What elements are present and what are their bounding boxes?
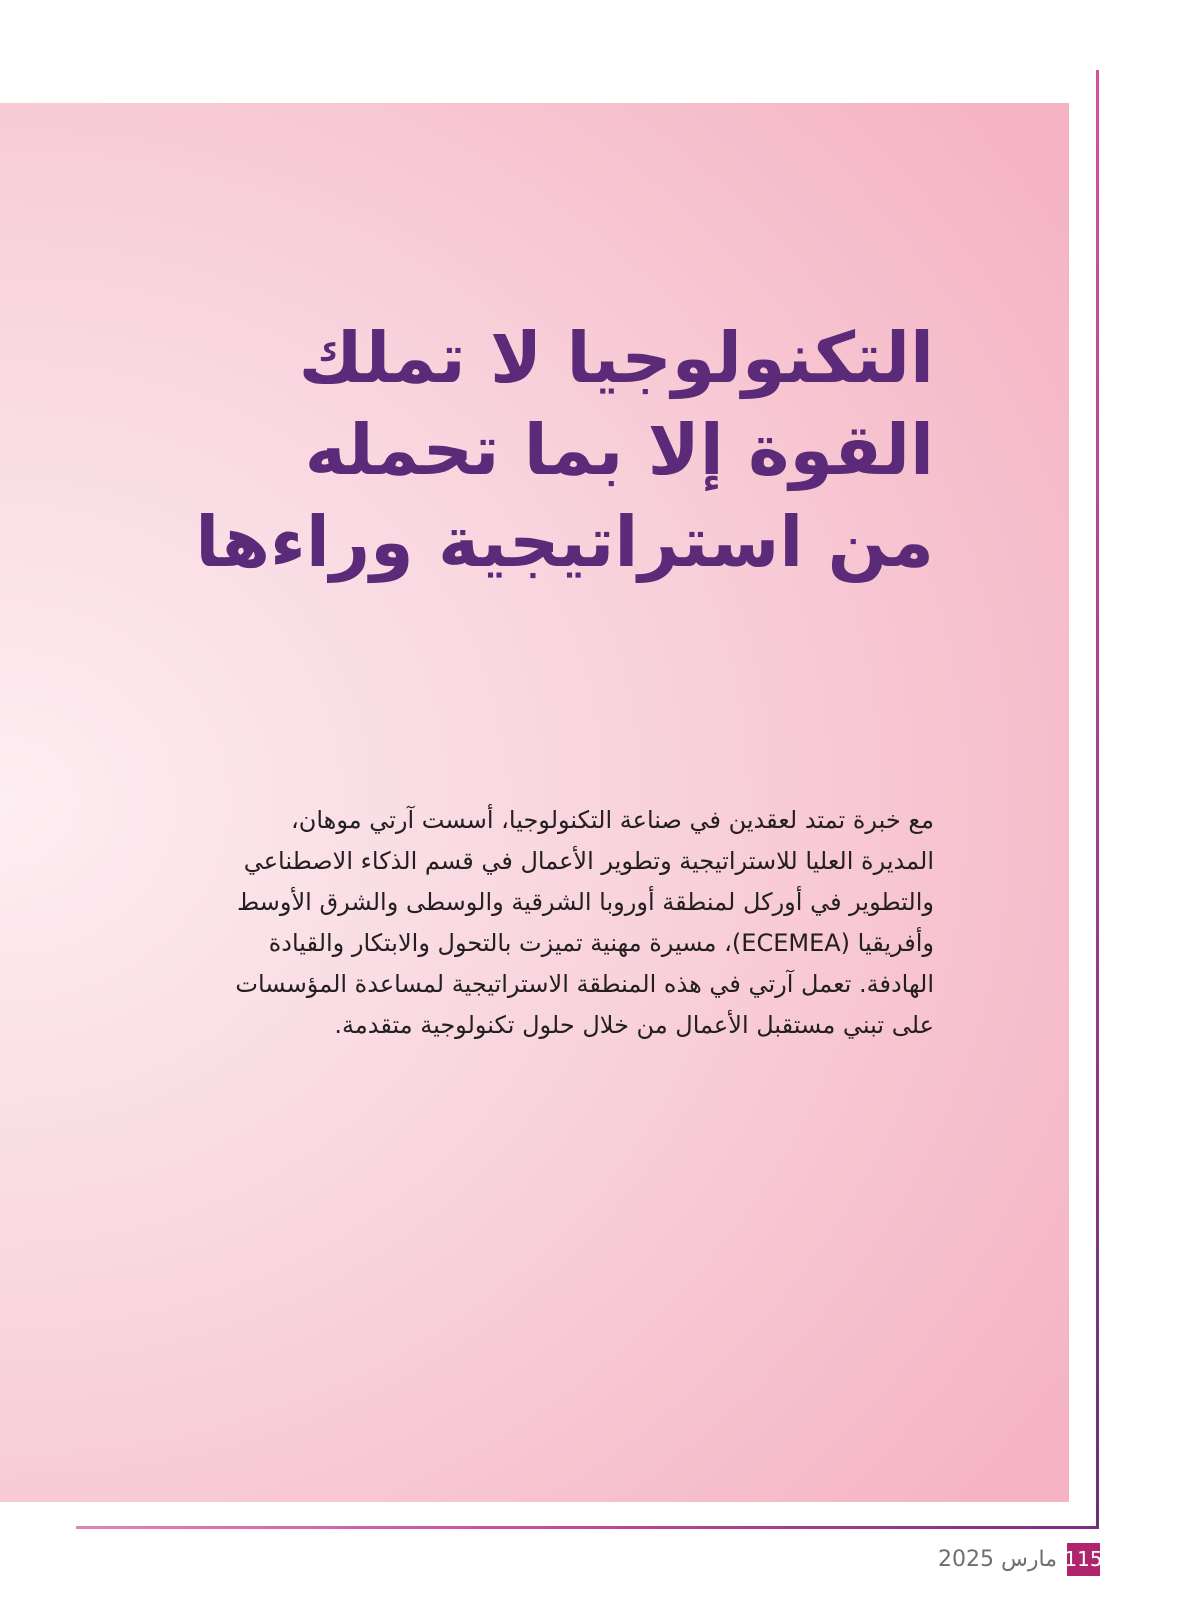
article-body [114, 800, 934, 1046]
headline-line: القوة إلا بما تحمله [304, 409, 934, 491]
issue-date: مارس 2025 [938, 1546, 1057, 1572]
body-line: والتطوير في أوركل لمنطقة أوروبا الشرقية والوسطى والشرق الأوسط [237, 888, 934, 916]
article-headline [195, 312, 934, 588]
body-line: الهادفة. تعمل آرتي في هذه المنطقة الاستراتيجية لمساعدة المؤسسات [235, 970, 934, 998]
body-line: وأفريقيا (ECEMEA)، مسيرة مهنية تميزت بالتحول والابتكار والقيادة [268, 929, 934, 957]
page-footer [938, 1542, 1103, 1576]
page-number: 115 [1067, 1543, 1100, 1576]
headline-line: من استراتيجية وراءها [195, 501, 934, 583]
body-line: مع خبرة تمتد لعقدين في صناعة التكنولوجيا، أسست آرتي موهان، [290, 806, 934, 834]
body-line: المديرة العليا للاستراتيجية وتطوير الأعمال في قسم الذكاء الاصطناعي [243, 847, 934, 875]
headline-line: التكنولوجيا لا تملك [298, 317, 934, 399]
body-line: على تبني مستقبل الأعمال من خلال حلول تكنولوجية متقدمة. [334, 1011, 934, 1039]
frame-line-right [1096, 70, 1099, 1529]
frame-line-bottom [76, 1526, 1099, 1529]
